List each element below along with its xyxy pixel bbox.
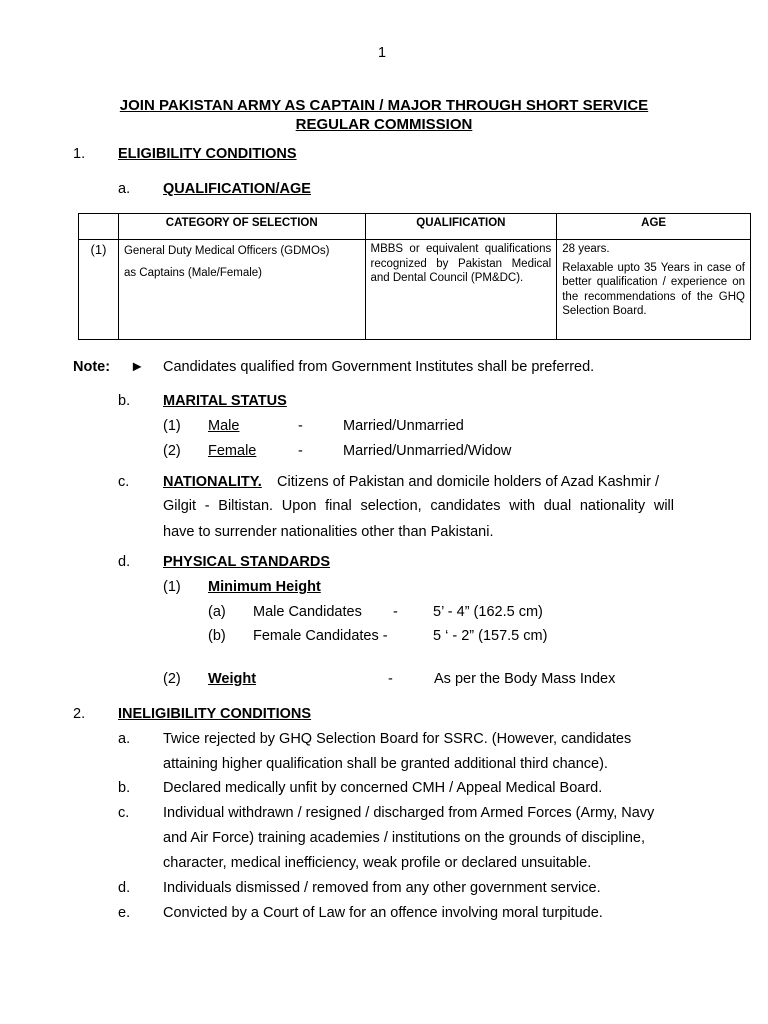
subsection-d-heading: PHYSICAL STANDARDS	[163, 554, 331, 570]
section-1-heading: ELIGIBILITY CONDITIONS	[118, 146, 297, 162]
marital-item-2-num: (2)	[163, 443, 181, 459]
title-line-1: JOIN PAKISTAN ARMY AS CAPTAIN / MAJOR THROUGH SHORT SERVICE	[119, 97, 649, 114]
marital-item-2-label: Female	[208, 443, 257, 459]
section-1-number: 1.	[73, 146, 86, 162]
weight-dash: -	[388, 671, 393, 687]
subsection-b-heading: MARITAL STATUS	[163, 393, 287, 409]
marital-item-1-label: Male	[208, 418, 240, 434]
ineligibility-d-line-1: Individuals dismissed / removed from any other government service.	[163, 880, 601, 896]
category-line-1: General Duty Medical Officers (GDMOs)	[123, 245, 330, 257]
marital-item-1-value: Married/Unmarried	[343, 418, 464, 434]
ineligibility-d-letter: d.	[118, 880, 131, 896]
subsection-b-letter: b.	[118, 393, 131, 409]
section-2-number: 2.	[73, 706, 86, 722]
ineligibility-b-line-1: Declared medically unfit by concerned CMH / Appeal Medical Board.	[163, 780, 603, 796]
weight-num: (2)	[163, 671, 181, 687]
note-label: Note:	[73, 359, 111, 375]
ineligibility-c-letter: c.	[118, 805, 130, 821]
table-header-num	[79, 214, 119, 240]
height-male-value: 5’ - 4” (162.5 cm)	[433, 604, 543, 620]
marital-item-2-dash: -	[298, 443, 303, 459]
nationality-line-1: Citizens of Pakistan and domicile holders of Azad Kashmir /	[277, 474, 660, 490]
table-cell-age	[557, 240, 751, 340]
height-male-num: (a)	[208, 604, 226, 620]
marital-item-1-num: (1)	[163, 418, 181, 434]
page-number: 1	[378, 45, 387, 61]
table-header-age: AGE	[557, 214, 751, 240]
marital-item-2-value: Married/Unmarried/Widow	[343, 443, 512, 459]
table-header-row	[79, 214, 751, 240]
title-line-2: REGULAR COMMISSION	[295, 116, 473, 133]
subsection-d-letter: d.	[118, 554, 131, 570]
ineligibility-e-letter: e.	[118, 905, 131, 921]
height-male-dash: -	[393, 604, 398, 620]
min-height-num: (1)	[163, 579, 181, 595]
ineligibility-c-line-3: character, medical inefficiency, weak profile or declared unsuitable.	[163, 855, 592, 871]
note-text: Candidates qualified from Government Institutes shall be preferred.	[163, 359, 595, 375]
subsection-c-letter: c.	[118, 474, 130, 490]
weight-heading: Weight	[208, 671, 257, 687]
ineligibility-c-line-1: Individual withdrawn / resigned / discharged from Armed Forces (Army, Navy	[163, 805, 655, 821]
qualification-table	[78, 213, 751, 340]
subsection-a-letter: a.	[118, 181, 131, 197]
ineligibility-a-line-1: Twice rejected by GHQ Selection Board for SSRC. (However, candidates	[163, 731, 632, 747]
ineligibility-a-letter: a.	[118, 731, 131, 747]
age-line-2: Relaxable upto 35 Years in case of better qualification / experience on the recommendations of the GHQ Selection Board.	[562, 261, 745, 317]
height-female-num: (b)	[208, 628, 226, 644]
ineligibility-b-letter: b.	[118, 780, 131, 796]
note-arrow-icon: ►	[130, 359, 145, 375]
weight-value: As per the Body Mass Index	[434, 671, 616, 687]
nationality-line-3: have to surrender nationalities other than Pakistani.	[163, 524, 494, 540]
ineligibility-c-line-2: and Air Force) training academies / institutions on the grounds of discipline,	[163, 830, 645, 846]
section-2-heading: INELIGIBILITY CONDITIONS	[118, 706, 312, 722]
ineligibility-e-line-1: Convicted by a Court of Law for an offence involving moral turpitude.	[163, 905, 603, 921]
height-male-label: Male Candidates	[253, 604, 362, 620]
subsection-a-heading: QUALIFICATION/AGE	[163, 181, 311, 197]
table-cell-num: (1)	[79, 240, 119, 340]
table-cell-qualification: MBBS or equivalent qualifications recognized by Pakistan Medical and Dental Council (PM&DC).	[365, 240, 557, 340]
table-cell-category	[118, 240, 365, 340]
height-female-label: Female Candidates -	[253, 628, 388, 644]
marital-item-1-dash: -	[298, 418, 303, 434]
age-line-1: 28 years.	[562, 243, 610, 255]
nationality-line-2: Gilgit - Biltistan. Upon final selection, candidates with dual nationality will	[163, 498, 674, 514]
ineligibility-a-line-2: attaining higher qualification shall be granted additional third chance).	[163, 756, 608, 772]
table-row	[79, 240, 751, 340]
subsection-c-heading: NATIONALITY.	[163, 474, 262, 490]
category-line-2: as Captains (Male/Female)	[123, 267, 263, 279]
table-header-qualification: QUALIFICATION	[365, 214, 557, 240]
table-header-category: CATEGORY OF SELECTION	[118, 214, 365, 240]
min-height-heading: Minimum Height	[208, 579, 321, 595]
height-female-value: 5 ‘ - 2” (157.5 cm)	[433, 628, 548, 644]
